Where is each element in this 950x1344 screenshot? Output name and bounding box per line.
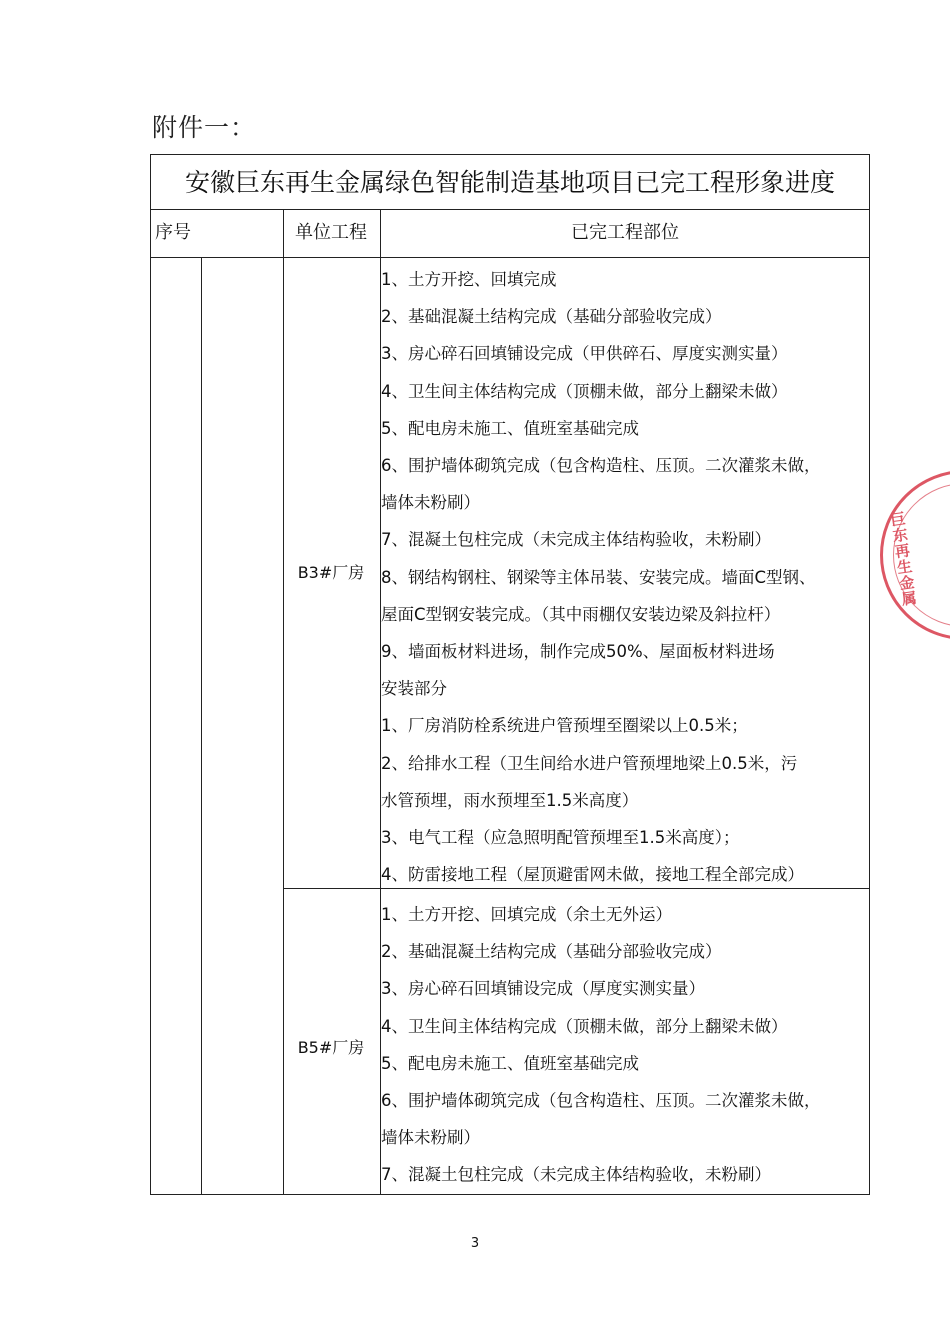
list-item: 4、防雷接地工程（屋顶避雷网未做，接地工程全部完成） (381, 865, 804, 885)
header-unit: 单位工程 (295, 222, 367, 243)
list-item: 6、围护墙体砌筑完成（包含构造柱、压顶。二次灌浆未做， (381, 1091, 821, 1111)
page-number: 3 (470, 1236, 480, 1251)
list-item: 6、围护墙体砌筑完成（包含构造柱、压顶。二次灌浆未做， (381, 456, 821, 476)
list-item: 4、卫生间主体结构完成（顶棚未做，部分上翻梁未做） (381, 381, 788, 401)
company-seal (880, 470, 950, 640)
progress-table (150, 154, 870, 1195)
list-item: 8、钢结构钢柱、钢梁等主体吊装、安装完成。墙面C型钢、 (381, 567, 816, 587)
list-item: 屋面C型钢安装完成。（其中雨棚仅安装边梁及斜拉杆） (381, 604, 781, 624)
list-item: 墙体未粉刷） (381, 493, 480, 513)
column-divider (201, 258, 202, 1194)
unit-b5: B5#厂房 (297, 1038, 365, 1057)
header-seq: 序号 (155, 222, 191, 243)
list-item: 4、卫生间主体结构完成（顶棚未做，部分上翻梁未做） (381, 1016, 788, 1036)
list-item: 1、厂房消防栓系统进户管预埋至圈梁以上0.5米； (381, 716, 748, 736)
list-item: 水管预埋，雨水预埋至1.5米高度） (381, 790, 639, 810)
list-item: 墙体未粉刷） (381, 1128, 480, 1148)
list-item: 1、土方开挖、回填完成 (381, 270, 557, 289)
header-parts: 已完工程部位 (571, 222, 679, 243)
list-item: 2、基础混凝土结构完成（基础分部验收完成） (381, 307, 722, 327)
list-item: 1、土方开挖、回填完成（余土无外运） (381, 905, 672, 924)
list-item: 3、电气工程（应急照明配管预埋至1.5米高度）； (381, 828, 740, 848)
attachment-heading: 附件一： (152, 113, 257, 142)
list-item: 5、配电房未施工、值班室基础完成 (381, 1053, 639, 1073)
b3-parts-list (381, 261, 869, 893)
list-item: 7、混凝土包柱完成（未完成主体结构验收，未粉刷） (381, 530, 771, 550)
list-item: 安装部分 (381, 679, 447, 699)
seal-text: 巨东再生金属 (887, 510, 919, 608)
b5-parts-list (381, 896, 869, 1194)
table-title: 安徽巨东再生金属绿色智能制造基地项目已完工程形象进度 (151, 155, 869, 210)
list-item: 2、给排水工程（卫生间给水进户管预埋地梁上0.5米，污 (381, 753, 798, 773)
list-item: 2、基础混凝土结构完成（基础分部验收完成） (381, 942, 722, 962)
table-header-row (151, 210, 869, 258)
list-item: 7、混凝土包柱完成（未完成主体结构验收，未粉刷） (381, 1165, 771, 1185)
list-item: 3、房心碎石回填铺设完成（甲供碎石、厚度实测实量） (381, 344, 788, 364)
list-item: 3、房心碎石回填铺设完成（厚度实测实量） (381, 979, 705, 999)
list-item: 9、墙面板材料进场，制作完成50%、屋面板材料进场 (381, 642, 775, 662)
unit-b3: B3#厂房 (297, 563, 365, 582)
list-item: 5、配电房未施工、值班室基础完成 (381, 418, 639, 438)
